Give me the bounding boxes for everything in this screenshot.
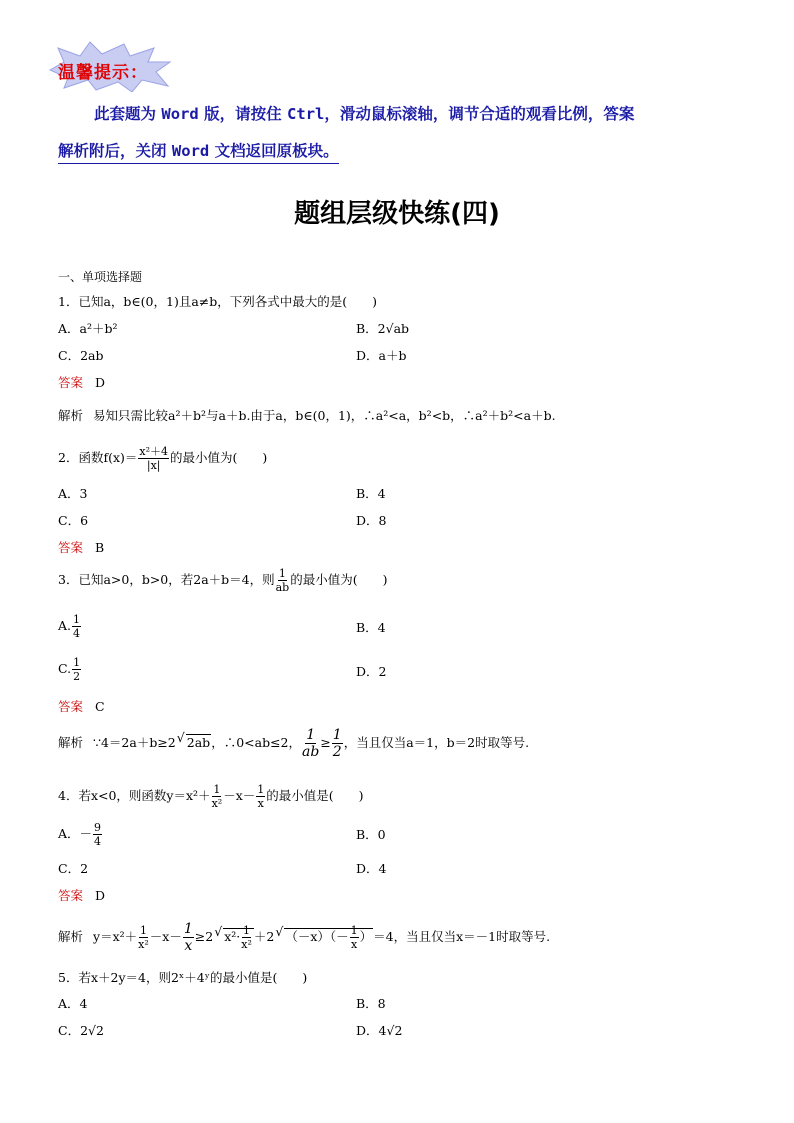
q1-option-c: C．2ab [58,348,104,363]
q3-answer: 答案 C [58,699,105,714]
tip-text-line1: 此套题为 Word 版，请按住 Ctrl，滑动鼠标滚轴，调节合适的观看比例，答案 [94,105,635,123]
q3-option-d: D．2 [356,664,387,679]
q2-option-b: B．4 [356,486,386,501]
q5-option-c: C．2√2 [58,1023,104,1038]
q3-analysis: 解析 ∵4＝2a＋b≥2√ 2ab，∴0<ab≤2， $\frac{1}{ab}$ ≥ $\frac{1}{2}$ ，当且仅当a＝1，b＝2时取等号. [58,728,529,759]
q5-stem: 5．若x＋2y＝4，则2ˣ＋4ʸ的最小值是( ) [58,970,308,985]
q5-option-b: B．8 [356,996,386,1011]
q2-option-c: C．6 [58,513,89,528]
q4-option-b: B．0 [356,827,386,842]
q4-analysis: 解析 y＝x²＋ $\frac{1}{\text{x²}}$ －x－ $\frac{1}{x}$ ≥2√ x²· $\frac{1}{\text{x²}}$ ＋2√ （－x）（－ $\frac{1}{x}$ ）＝4，当且仅当x＝－1时取等号. [58,922,550,953]
q1-analysis: 解析 易知只需比较a²＋b²与a＋b.由于a，b∈(0，1)，∴a²<a，b²<b，∴a²＋b²<a＋b. [58,408,556,423]
section-heading: 一、单项选择题 [58,270,143,284]
q2-option-d: D．8 [356,513,387,528]
q4-option-c: C．2 [58,861,89,876]
q3-stem: 3．已知a>0，b>0，若2a＋b＝4，则 $\frac{1}{ab}$ 的最小值为( ) [58,567,388,594]
warm-tip-label: 温馨提示： [58,63,148,83]
q1-option-b: B．2√ab [356,321,410,336]
q1-stem: 1．已知a，b∈(0，1)且a≠b，下列各式中最大的是( ) [58,294,378,309]
q1-option-d: D．a＋b [356,348,407,363]
q3-option-a: A. $\frac{1}{4}$ [58,613,81,640]
page-title: 题组层级快练(四) [294,199,500,229]
q2-stem: 2．函数f(x)＝ $\frac{\text{x²＋4}}{|x|}$ 的最小值为( ) [58,445,268,472]
q5-option-a: A．4 [58,996,88,1011]
q4-option-d: D．4 [356,861,387,876]
q3-option-b: B．4 [356,620,386,635]
q1-answer: 答案 D [58,375,105,390]
q4-stem: 4．若x<0，则函数y＝x²＋ $\frac{1}{\text{x²}}$ －x－ $\frac{1}{x}$ 的最小值是( ) [58,783,364,810]
q2-answer: 答案 B [58,540,105,555]
tip-text-line2: 解析附后，关闭 Word 文档返回原板块。 [58,139,339,164]
q2-option-a: A．3 [58,486,88,501]
q4-answer: 答案 D [58,888,105,903]
q3-option-c: C. $\frac{1}{2}$ [58,656,81,683]
q4-option-a: A．－ $\frac{9}{4}$ [58,821,102,848]
q5-option-d: D．4√2 [356,1023,403,1038]
q1-option-a: A．a²＋b² [58,321,118,336]
